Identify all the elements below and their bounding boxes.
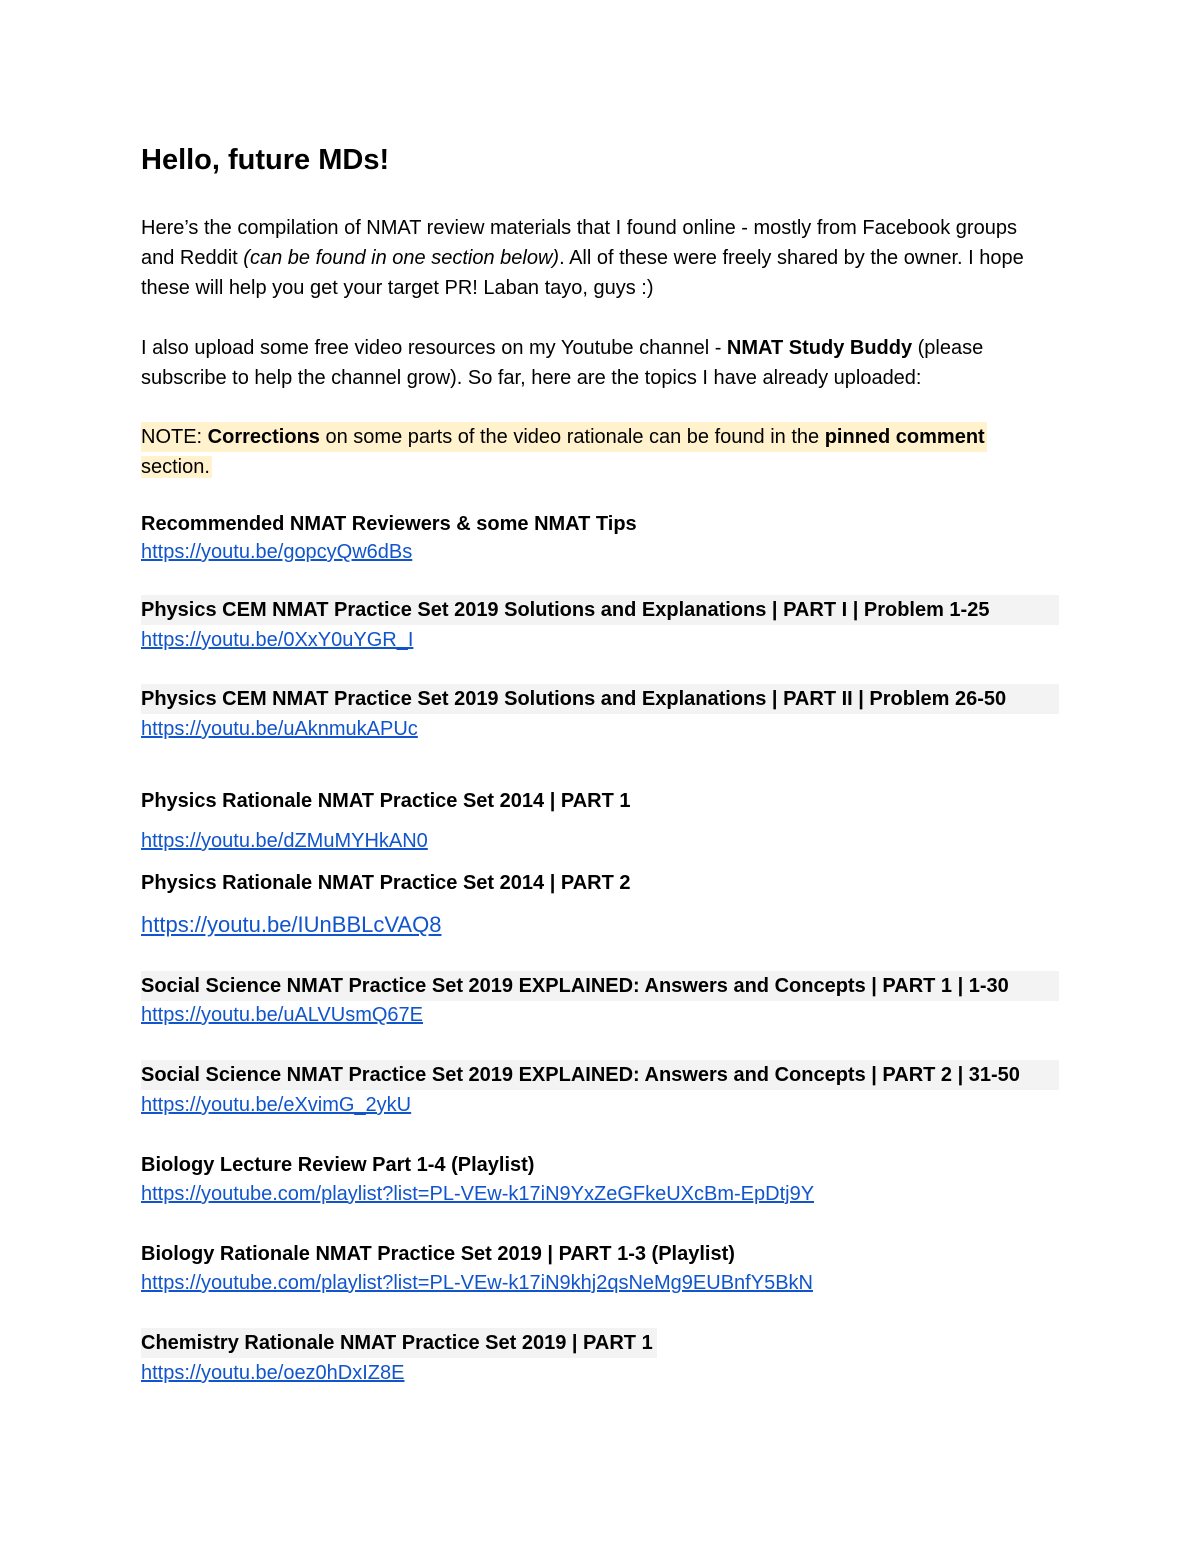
intro-paragraph-1: Here’s the compilation of NMAT review materials that I found online - mostly from Facebook groups and Reddit (can be found in one section below). All of these were freely shared by the owner. I hope these will help you get your target PR! Laban tayo, guys :)	[141, 217, 1024, 299]
resource-link-9[interactable]: https://youtube.com/playlist?list=PL-VEw-k17iN9khj2qsNeMg9EUBnfY5BkN	[141, 1272, 813, 1294]
resource-title-5: Physics Rationale NMAT Practice Set 2014 | PART 2	[141, 872, 631, 894]
resource-title-8: Biology Lecture Review Part 1-4 (Playlist)	[141, 1154, 535, 1176]
resource-title-4: Physics Rationale NMAT Practice Set 2014 | PART 1	[141, 790, 631, 812]
intro-italic-note: (can be found in one section below)	[243, 247, 560, 269]
channel-name: NMAT Study Buddy	[726, 337, 913, 359]
corrections-note: NOTE: Corrections on some parts of the video rationale can be found in the pinned comment section.	[141, 422, 1031, 482]
resource-link-5[interactable]: https://youtu.be/IUnBBLcVAQ8	[141, 912, 442, 937]
resource-link-10[interactable]: https://youtu.be/oez0hDxIZ8E	[141, 1362, 405, 1384]
resource-title-2: Physics CEM NMAT Practice Set 2019 Solutions and Explanations | PART I | Problem 1-25	[141, 595, 1059, 625]
resource-title-10: Chemistry Rationale NMAT Practice Set 2019 | PART 1	[141, 1328, 657, 1358]
resource-link-4[interactable]: https://youtu.be/dZMuMYHkAN0	[141, 830, 428, 852]
resource-title-1: Recommended NMAT Reviewers & some NMAT Tips	[141, 513, 637, 535]
resource-title-3: Physics CEM NMAT Practice Set 2019 Solutions and Explanations | PART II | Problem 26-50	[141, 684, 1059, 714]
intro-paragraph-2: I also upload some free video resources on my Youtube channel - NMAT Study Buddy (please subscribe to help the channel grow). So far, here are the topics I have already uploaded:	[141, 337, 984, 389]
page-title: Hello, future MDs!	[141, 144, 390, 176]
resource-link-6[interactable]: https://youtu.be/uALVUsmQ67E	[141, 1004, 424, 1026]
resource-link-1[interactable]: https://youtu.be/gopcyQw6dBs	[141, 541, 413, 563]
resource-link-2[interactable]: https://youtu.be/0XxY0uYGR_I	[141, 629, 414, 651]
resource-title-7: Social Science NMAT Practice Set 2019 EXPLAINED: Answers and Concepts | PART 2 | 31-50	[141, 1060, 1059, 1090]
resource-link-7[interactable]: https://youtu.be/eXvimG_2ykU	[141, 1094, 412, 1116]
resource-title-9: Biology Rationale NMAT Practice Set 2019 | PART 1-3 (Playlist)	[141, 1243, 735, 1265]
resource-title-6: Social Science NMAT Practice Set 2019 EXPLAINED: Answers and Concepts | PART 1 | 1-30	[141, 971, 1059, 1001]
resource-link-3[interactable]: https://youtu.be/uAknmukAPUc	[141, 718, 418, 740]
resource-link-8[interactable]: https://youtube.com/playlist?list=PL-VEw-k17iN9YxZeGFkeUXcBm-EpDtj9Y	[141, 1183, 815, 1205]
